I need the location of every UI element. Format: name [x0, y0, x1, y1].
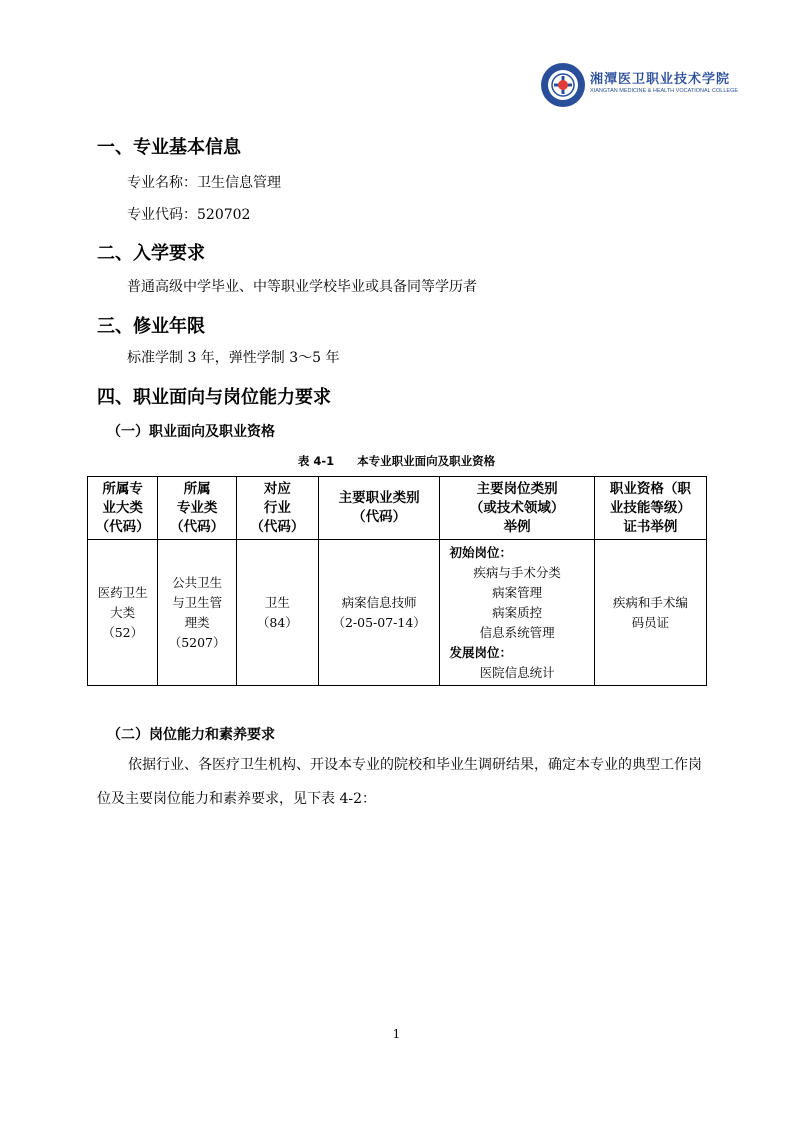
header-cell-3	[236, 477, 318, 540]
logo-name: 湘潭医卫职业技术学院	[590, 72, 731, 87]
college-logo	[540, 60, 739, 112]
header-line: （代码）	[95, 518, 150, 535]
header-line: 主要岗位类别	[476, 480, 558, 497]
header-line: （或技术领域）	[469, 499, 565, 516]
cell-major-category	[88, 540, 158, 686]
header-line: 所属	[183, 480, 211, 497]
initial-positions-label: 初始岗位：	[449, 544, 512, 560]
table-caption: 表 4-1 本专业职业面向及职业资格	[297, 454, 496, 468]
subsection-2-title: （二）岗位能力和素养要求	[107, 727, 275, 743]
cell-line: 码员证	[631, 614, 670, 630]
header-line: 业技能等级）	[609, 499, 691, 516]
header-line: 业大类	[102, 499, 143, 516]
major-name: 专业名称：卫生信息管理	[127, 175, 281, 191]
header-line: 证书举例	[623, 518, 678, 535]
header-line: 专业类	[176, 499, 218, 516]
header-line: 行业	[263, 499, 291, 516]
section-3-title: 三、修业年限	[97, 316, 205, 337]
position-item: 医院信息统计	[479, 664, 555, 680]
cell-industry	[236, 540, 318, 686]
admission-requirement: 普通高级中学毕业、中等职业学校毕业或具备同等学历者	[127, 279, 477, 295]
cell-line: （2-05-07-14）	[332, 614, 426, 630]
table-header-row	[88, 477, 707, 540]
body-paragraph: 依据行业、各医疗卫生机构、开设本专业的院校和毕业生调研结果，确定本专业的典型工作岗位及主要岗位能力和素养要求，见下表 4-2：	[97, 757, 702, 807]
major-code: 专业代码：520702	[127, 207, 251, 223]
header-cell-4	[318, 477, 440, 540]
cell-line: 大类	[110, 604, 136, 620]
section-4-title: 四、职业面向与岗位能力要求	[97, 387, 331, 408]
position-item: 病案质控	[492, 604, 543, 620]
cell-line: 公共卫生	[172, 574, 223, 590]
cell-occupation	[318, 540, 440, 686]
cell-line: 疾病和手术编	[612, 594, 688, 610]
table-row	[88, 540, 707, 686]
section-1-title: 一、专业基本信息	[97, 137, 241, 158]
cell-line: 理类	[184, 614, 210, 630]
cell-major-class	[158, 540, 237, 686]
page-number: 1	[392, 1027, 401, 1041]
cell-line: 医药卫生	[97, 584, 148, 600]
subsection-1-title: （一）职业面向及职业资格	[107, 424, 275, 440]
cell-line: 与卫生管	[172, 594, 223, 610]
career-table	[87, 476, 707, 686]
cell-positions	[440, 540, 594, 686]
header-cell-5	[440, 477, 594, 540]
cell-line: （84）	[256, 614, 298, 630]
header-cell-2	[158, 477, 237, 540]
cell-line: （5207）	[168, 634, 226, 650]
header-cell-6	[594, 477, 706, 540]
position-item: 疾病与手术分类	[473, 564, 561, 580]
header-line: （代码）	[170, 518, 225, 535]
header-line: 举例	[503, 518, 531, 535]
logo-english: XIANGTAN MEDICINE & HEALTH VOCATIONAL COLLEGE	[590, 88, 739, 94]
header-line: （代码）	[352, 509, 407, 525]
header-line: 主要职业类别	[338, 490, 420, 506]
cell-line: 卫生	[264, 594, 290, 610]
position-item: 病案管理	[492, 584, 543, 600]
position-item: 信息系统管理	[479, 624, 555, 640]
header-cell-1	[88, 477, 158, 540]
college-seal-icon	[540, 62, 586, 108]
cell-line: （52）	[102, 624, 144, 640]
study-duration: 标准学制 3 年，弹性学制 3～5 年	[127, 350, 340, 366]
cell-certificate	[594, 540, 706, 686]
header-line: 职业资格（职	[609, 480, 691, 497]
development-positions-label: 发展岗位：	[449, 644, 512, 660]
header-line: 对应	[263, 480, 291, 497]
header-line: （代码）	[250, 518, 305, 535]
section-2-title: 二、入学要求	[97, 243, 205, 264]
cell-line: 病案信息技师	[341, 594, 417, 610]
header-line: 所属专	[102, 480, 143, 497]
